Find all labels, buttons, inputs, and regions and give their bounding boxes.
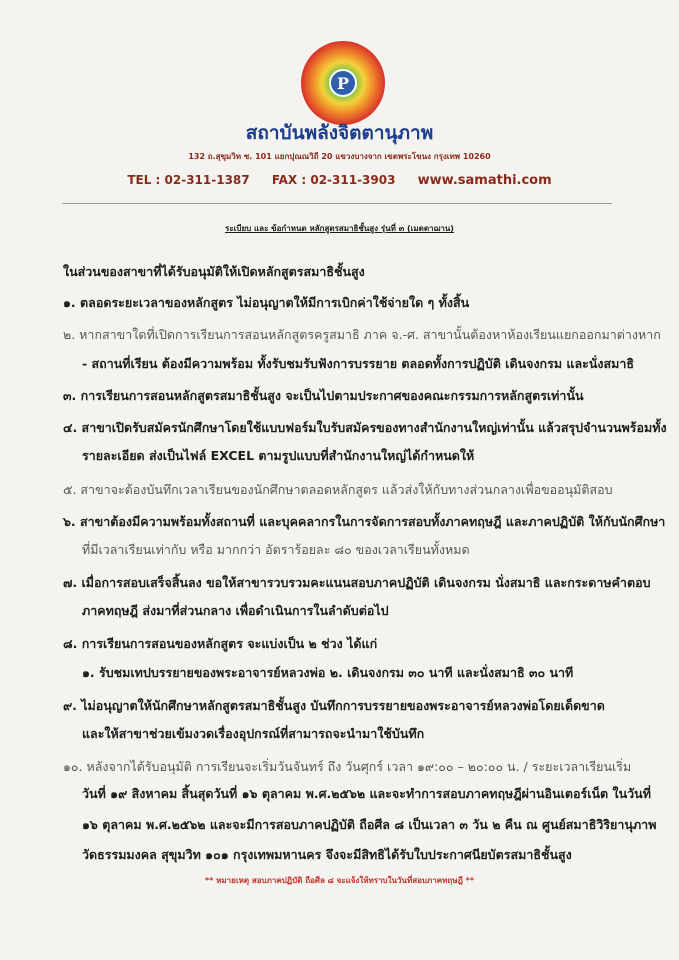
rule-line: ๖. สาขาต้องมีความพร้อมทั้งสถานที่ และบุคคลากรในการจัดการสอบทั้งภาคทฤษฎี และภาคปฏิบัติ ให้กับนักศึกษา [63,514,666,529]
rule-line: ๑. ตลอดระยะเวลาของหลักสูตร ไม่อนุญาตให้มีการเบิกค่าใช้จ่ายใด ๆ ทั้งสิ้น [63,295,470,310]
contact-row [0,173,679,188]
rule-line: ๘. การเรียนการสอนของหลักสูตร จะแบ่งเป็น ๒ ช่วง ได้แก่ [63,636,378,651]
website-link[interactable]: www.samathi.com [417,173,552,188]
rule-line: รายละเอียด ส่งเป็นไฟล์ EXCEL ตามรูปแบบที่สำนักงานใหญ่ได้กำหนดให้ [82,448,475,463]
telephone: TEL : 02-311-1387 [127,173,250,187]
rule-line: ๒. หากสาขาใดที่เปิดการเรียนการสอนหลักสูตรครูสมาธิ ภาค จ.-ศ. สาขานั้นต้องหาห้องเรียนแยกออกมาต่างหาก [63,327,661,342]
footnote: ** หมายเหตุ สอบภาคปฏิบัติ ถือศีล ๘ จะแจ้งให้ทราบในวันที่สอบภาคทฤษฎี ** [204,876,475,885]
org-address: 132 ถ.สุขุมวิท ซ. 101 แยกปุณณวิถี 20 แขวงบางจาก เขตพระโขนง กรุงเทพ 10260 [188,152,491,161]
rule-line: ๗. เมื่อการสอบเสร็จสิ้นลง ขอให้สาขารวบรวมคะแนนสอบภาคปฏิบัติ เดินจงกรม นั่งสมาธิ และกระดาษคำตอบ [63,575,651,590]
logo-letter: P [336,74,350,93]
rule-line: ๑. รับชมเทปบรรยายของพระอาจารย์หลวงพ่อ ๒. เดินจงกรม ๓๐ นาที และนั่งสมาธิ ๓๐ นาที [82,665,574,680]
rule-line: วันที่ ๑๙ สิงหาคม สิ้นสุดวันที่ ๑๖ ตุลาคม พ.ศ.๒๕๖๒ และจะทำการสอบภาคทฤษฎีผ่านอินเตอร์เน็ต ในวันที่ [82,786,651,801]
rule-line: ๙. ไม่อนุญาตให้นักศึกษาหลักสูตรสมาธิชั้นสูง บันทึกการบรรยายของพระอาจารย์หลวงพ่อโดยเด็ดขาด [63,698,605,713]
header-divider [62,203,612,204]
rule-line: และให้สาขาช่วยเข้มงวดเรื่องอุปกรณ์ที่สามารถจะนำมาใช้บันทึก [82,726,425,741]
org-name: สถาบันพลังจิตตานุภาพ [245,122,434,144]
rule-line: วัดธรรมมงคล สุขุมวิท ๑๐๑ กรุงเทพมหานคร จึงจะมีสิทธิได้รับใบประกาศนียบัตรสมาธิชั้นสูง [82,847,572,862]
rule-line: ๔. สาขาเปิดรับสมัครนักศึกษาโดยใช้แบบฟอร์มใบรับสมัครของทางสำนักงานใหญ่เท่านั้น แล้วสรุปจำนวนพร้อมทั้ง [63,420,667,435]
institute-logo [300,40,386,126]
fax: FAX : 02-311-3903 [271,173,396,187]
rule-line: ๕. สาขาจะต้องบันทึกเวลาเรียนของนักศึกษาตลอดหลักสูตร แล้วส่งให้กับทางส่วนกลางเพื่อขออนุมัติสอบ [63,482,613,497]
rule-line: ภาคทฤษฎี ส่งมาที่ส่วนกลาง เพื่อดำเนินการในลำดับต่อไป [82,603,389,618]
rule-line: ที่มีเวลาเรียนเท่ากับ หรือ มากกว่า อัตราร้อยละ ๘๐ ของเวลาเรียนทั้งหมด [82,542,470,557]
rule-line: ๓. การเรียนการสอนหลักสูตรสมาธิชั้นสูง จะเป็นไปตามประกาศของคณะกรรมการหลักสูตรเท่านั้น [63,388,584,403]
rule-line: ๑๐. หลังจากได้รับอนุมัติ การเรียนจะเริ่มวันจันทร์ ถึง วันศุกร์ เวลา ๑๙:๐๐ – ๒๐:๐๐ น. / ระยะเวลาเรียนเริ่ม [63,759,632,774]
rule-line: - สถานที่เรียน ต้องมีความพร้อม ทั้งรับชมรับฟังการบรรยาย ตลอดทั้งการปฏิบัติ เดินจงกรม และนั่งสมาธิ [82,356,635,371]
document-title: ระเบียบ และ ข้อกำหนด หลักสูตรสมาธิชั้นสูง รุ่นที่ ๓ (เมตตาฌาน) [225,224,454,233]
rule-line: ๑๖ ตุลาคม พ.ศ.๒๕๖๒ และจะมีการสอบภาคปฏิบัติ ถือศีล ๘ เป็นเวลา ๓ วัน ๒ คืน ณ ศูนย์สมาธิวิริยานุภาพ [82,817,657,832]
section-heading: ในส่วนของสาขาที่ได้รับอนุมัติให้เปิดหลักสูตรสมาธิชั้นสูง [63,264,365,279]
